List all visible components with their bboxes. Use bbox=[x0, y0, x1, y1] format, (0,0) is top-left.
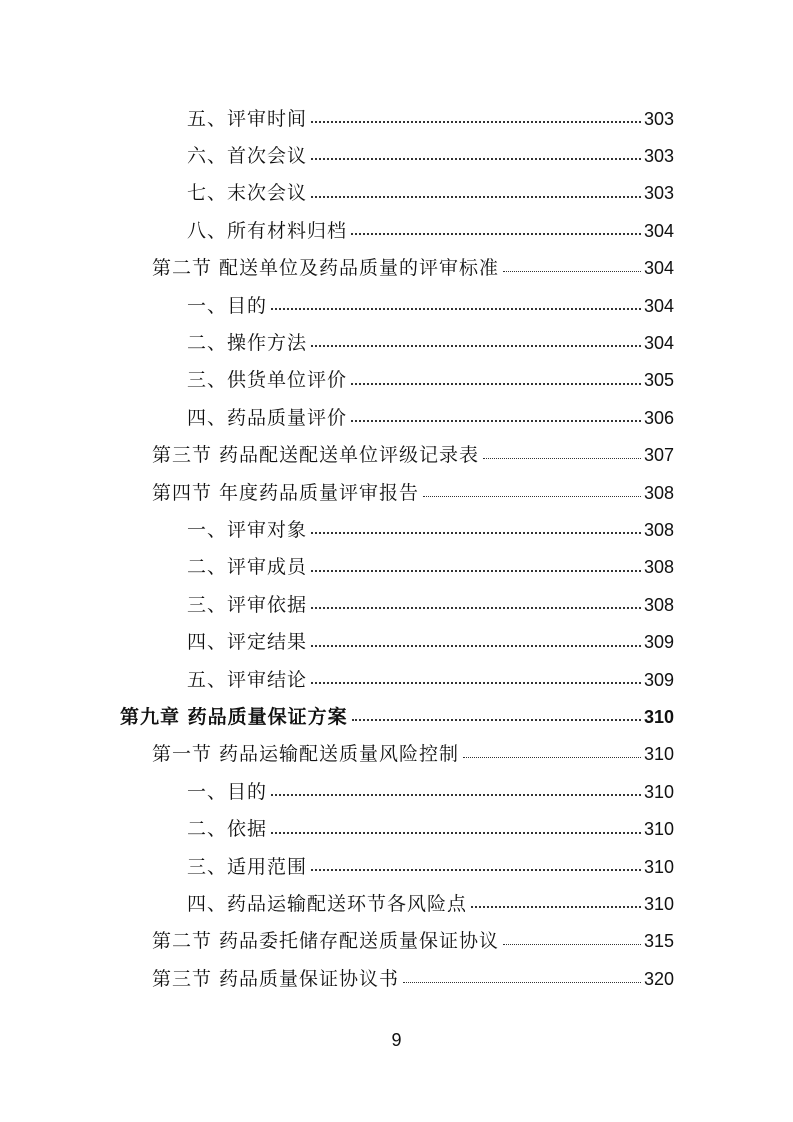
toc-entry-page: 310 bbox=[643, 856, 674, 877]
toc-entry-page: 315 bbox=[643, 931, 674, 952]
toc-dot-leader bbox=[351, 420, 641, 422]
toc-entry-label: 二、操作方法 bbox=[187, 331, 308, 354]
toc-entry-label: 第三节 药品配送配送单位评级记录表 bbox=[152, 444, 480, 467]
toc-entry-page: 320 bbox=[643, 968, 674, 989]
toc-entry-page: 303 bbox=[643, 183, 674, 204]
toc-entry-label: 五、评审结论 bbox=[187, 668, 308, 691]
toc-subsection-entry[interactable] bbox=[187, 774, 674, 811]
toc-subsection-entry[interactable] bbox=[187, 213, 674, 250]
toc-entry-page: 309 bbox=[643, 632, 674, 653]
toc-entry-label: 六、首次会议 bbox=[187, 144, 308, 167]
toc-subsection-entry[interactable] bbox=[187, 288, 674, 325]
toc-entry-page: 310 bbox=[643, 706, 674, 727]
toc-section-entry[interactable] bbox=[152, 961, 674, 998]
toc-dot-leader bbox=[352, 719, 641, 721]
toc-entry-label: 第二节 配送单位及药品质量的评审标准 bbox=[152, 257, 500, 280]
toc-dot-leader bbox=[311, 196, 641, 198]
toc-dot-leader bbox=[403, 982, 641, 983]
toc-dot-leader bbox=[463, 757, 641, 758]
toc-entry-page: 304 bbox=[643, 220, 674, 241]
toc-subsection-entry[interactable] bbox=[187, 886, 674, 923]
toc-dot-leader bbox=[503, 944, 641, 945]
toc-entry-page: 307 bbox=[643, 445, 674, 466]
toc-subsection-entry[interactable] bbox=[187, 101, 674, 138]
toc-entry-label: 三、供货单位评价 bbox=[187, 369, 348, 392]
toc-entry-page: 304 bbox=[643, 332, 674, 353]
toc-subsection-entry[interactable] bbox=[187, 325, 674, 362]
toc-section-entry[interactable] bbox=[152, 437, 674, 474]
toc-entry-label: 第四节 年度药品质量评审报告 bbox=[152, 481, 420, 504]
toc-entry-label: 五、评审时间 bbox=[187, 107, 308, 130]
toc-subsection-entry[interactable] bbox=[187, 549, 674, 586]
toc-dot-leader bbox=[311, 570, 641, 572]
toc-entry-label: 七、末次会议 bbox=[187, 182, 308, 205]
toc-subsection-entry[interactable] bbox=[187, 400, 674, 437]
toc-entry-page: 309 bbox=[643, 669, 674, 690]
toc-entry-page: 310 bbox=[643, 744, 674, 765]
toc-entry-label: 第一节 药品运输配送质量风险控制 bbox=[152, 743, 460, 766]
toc-section-entry[interactable] bbox=[152, 923, 674, 960]
toc-subsection-entry[interactable] bbox=[187, 624, 674, 661]
toc-entry-page: 304 bbox=[643, 295, 674, 316]
toc-entry-page: 303 bbox=[643, 108, 674, 129]
toc-subsection-entry[interactable] bbox=[187, 811, 674, 848]
toc-subsection-entry[interactable] bbox=[187, 175, 674, 212]
toc-dot-leader bbox=[351, 233, 641, 235]
toc-dot-leader bbox=[271, 308, 641, 310]
toc-entry-page: 308 bbox=[643, 482, 674, 503]
toc-section-entry[interactable] bbox=[152, 475, 674, 512]
toc-entry-label: 四、药品质量评价 bbox=[187, 406, 348, 429]
toc-entry-label: 四、药品运输配送环节各风险点 bbox=[187, 892, 468, 915]
toc-entry-label: 八、所有材料归档 bbox=[187, 219, 348, 242]
toc-entry-label: 第三节 药品质量保证协议书 bbox=[152, 967, 400, 990]
toc-dot-leader bbox=[311, 645, 641, 647]
toc-dot-leader bbox=[311, 532, 641, 534]
toc-entry-page: 308 bbox=[643, 594, 674, 615]
toc-entry-label: 第二节 药品委托储存配送质量保证协议 bbox=[152, 930, 500, 953]
toc-entry-label: 三、适用范围 bbox=[187, 855, 308, 878]
toc-chapter-entry[interactable] bbox=[120, 699, 674, 736]
toc-entry-page: 303 bbox=[643, 145, 674, 166]
toc-entry-page: 304 bbox=[643, 258, 674, 279]
toc-subsection-entry[interactable] bbox=[187, 587, 674, 624]
toc-entry-page: 308 bbox=[643, 519, 674, 540]
toc-entry-page: 306 bbox=[643, 407, 674, 428]
toc-entry-label: 第九章 药品质量保证方案 bbox=[120, 705, 348, 728]
toc-dot-leader bbox=[311, 682, 641, 684]
toc-entry-page: 310 bbox=[643, 893, 674, 914]
toc-subsection-entry[interactable] bbox=[187, 138, 674, 175]
toc-subsection-entry[interactable] bbox=[187, 662, 674, 699]
toc-dot-leader bbox=[471, 906, 641, 908]
toc-subsection-entry[interactable] bbox=[187, 512, 674, 549]
toc-dot-leader bbox=[311, 121, 641, 123]
toc-entry-label: 二、依据 bbox=[187, 818, 268, 841]
toc-section-entry[interactable] bbox=[152, 250, 674, 287]
toc-entry-label: 二、评审成员 bbox=[187, 556, 308, 579]
toc-entry-label: 一、评审对象 bbox=[187, 518, 308, 541]
page-number: 9 bbox=[391, 1030, 402, 1050]
toc-subsection-entry[interactable] bbox=[187, 362, 674, 399]
toc-dot-leader bbox=[311, 869, 641, 871]
toc-entry-page: 310 bbox=[643, 819, 674, 840]
toc-dot-leader bbox=[311, 158, 641, 160]
toc-dot-leader bbox=[483, 458, 641, 459]
toc-entry-label: 一、目的 bbox=[187, 780, 268, 803]
toc-dot-leader bbox=[503, 271, 641, 272]
toc-dot-leader bbox=[271, 794, 641, 796]
toc-entry-page: 305 bbox=[643, 370, 674, 391]
toc-dot-leader bbox=[351, 383, 641, 385]
toc-entry-page: 308 bbox=[643, 557, 674, 578]
toc-entry-label: 三、评审依据 bbox=[187, 593, 308, 616]
toc-dot-leader bbox=[271, 832, 641, 834]
toc-dot-leader bbox=[423, 496, 641, 497]
toc-section-entry[interactable] bbox=[152, 736, 674, 773]
toc-entry-label: 四、评定结果 bbox=[187, 631, 308, 654]
toc-dot-leader bbox=[311, 345, 641, 347]
toc-entry-page: 310 bbox=[643, 781, 674, 802]
toc-entry-label: 一、目的 bbox=[187, 294, 268, 317]
toc-subsection-entry[interactable] bbox=[187, 849, 674, 886]
toc-dot-leader bbox=[311, 607, 641, 609]
